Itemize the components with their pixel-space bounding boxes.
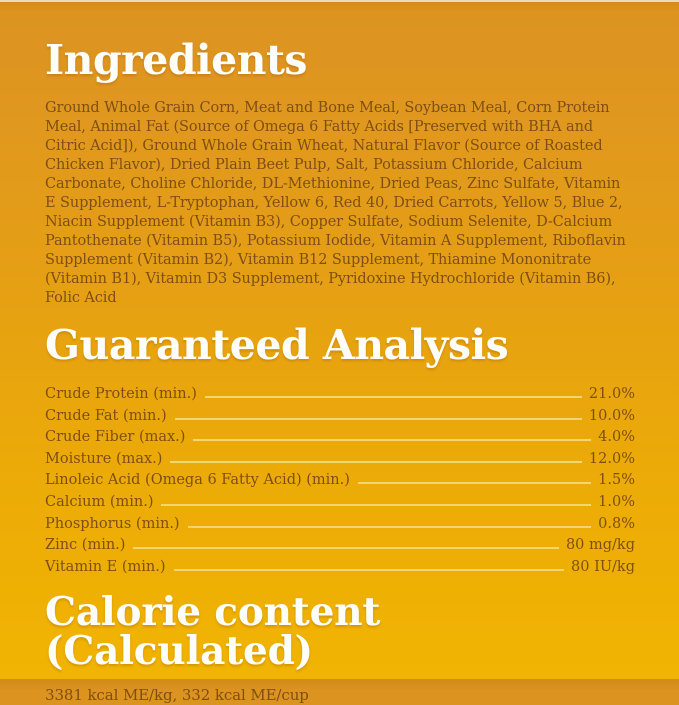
nutrient-label: Crude Fiber (max.) (45, 429, 186, 446)
leader-line (174, 569, 565, 571)
nutrient-value: 1.0% (598, 493, 635, 510)
guaranteed-analysis-section (45, 321, 635, 578)
nutrient-label: Phosphorus (min.) (45, 515, 180, 532)
analysis-row (45, 470, 635, 492)
nutrient-value: 1.5% (598, 472, 635, 489)
nutrient-value: 80 mg/kg (565, 537, 635, 554)
nutrient-label: Moisture (max.) (45, 450, 163, 467)
leader-line (188, 526, 592, 528)
leader-line (175, 418, 582, 420)
nutrient-value: 21.0% (588, 386, 635, 402)
leader-line (205, 396, 582, 398)
nutrient-value: 12.0% (588, 450, 635, 467)
analysis-row (45, 449, 635, 471)
nutrient-label: Linoleic Acid (Omega 6 Fatty Acid) (min.) (45, 472, 350, 489)
nutrient-label: Calcium (min.) (45, 493, 154, 510)
nutrient-label: Crude Fat (min.) (45, 407, 167, 424)
ingredients-title: Ingredients (45, 36, 308, 84)
leader-line (170, 461, 581, 463)
leader-line (358, 482, 591, 484)
leader-line (133, 547, 559, 549)
ingredients-section (45, 36, 635, 308)
calorie-content-section (45, 589, 635, 705)
analysis-row (45, 557, 635, 579)
analysis-row (45, 427, 635, 449)
leader-line (161, 504, 591, 506)
nutrient-label: Vitamin E (min.) (45, 558, 166, 575)
nutrient-label: Crude Protein (min.) (45, 386, 197, 402)
nutrient-value: 4.0% (598, 429, 635, 446)
nutrient-value: 10.0% (588, 407, 635, 424)
nutrient-value: 80 IU/kg (571, 558, 635, 575)
top-edge-highlight (0, 0, 679, 2)
leader-line (193, 439, 591, 441)
analysis-row (45, 406, 635, 428)
calorie-content-title: Calorie content (Calculated) (45, 589, 407, 675)
analysis-row (45, 384, 635, 406)
calorie-content-values: 3381 kcal ME/kg, 332 kcal ME/cup (45, 686, 309, 705)
ingredients-text: Ground Whole Grain Corn, Meat and Bone Meal, Soybean Meal, Corn Protein Meal, Animal Fat (Source of Omega 6 Fatty Acids [Preserved with BHA and Citric Acid]), Ground Whole Grain Wheat, Natural Flavor (Source of Roasted Chicken Flavor), Dried Plain Beet Pulp, Salt, Potassium Chloride, Calcium Carbonate, Choline Chloride, DL-Methionine, Dried Peas, Zinc Sulfate, Vitamin E Supplement, L-Tryptophan, Yellow 6, Red 40, Dried Carrots, Yellow 5, Blue 2, Niacin Supplement (Vitamin B3), Copper Sulfate, Sodium Selenite, D-Calcium Pantothenate (Vitamin B5), Potassium Iodide, Vitamin A Supplement, Riboflavin Supplement (Vitamin B2), Vitamin B12 Supplement, Thiamine Mononitrate (Vitamin B1), Vitamin D3 Supplement, Pyridoxine Hydrochloride (Vitamin B6), Folic Acid (45, 100, 626, 306)
nutrient-value: 0.8% (598, 515, 635, 532)
analysis-row (45, 492, 635, 514)
analysis-row (45, 514, 635, 536)
nutrient-label: Zinc (min.) (45, 537, 126, 554)
analysis-row (45, 535, 635, 557)
guaranteed-analysis-table (45, 384, 635, 578)
guaranteed-analysis-title: Guaranteed Analysis (45, 321, 509, 369)
